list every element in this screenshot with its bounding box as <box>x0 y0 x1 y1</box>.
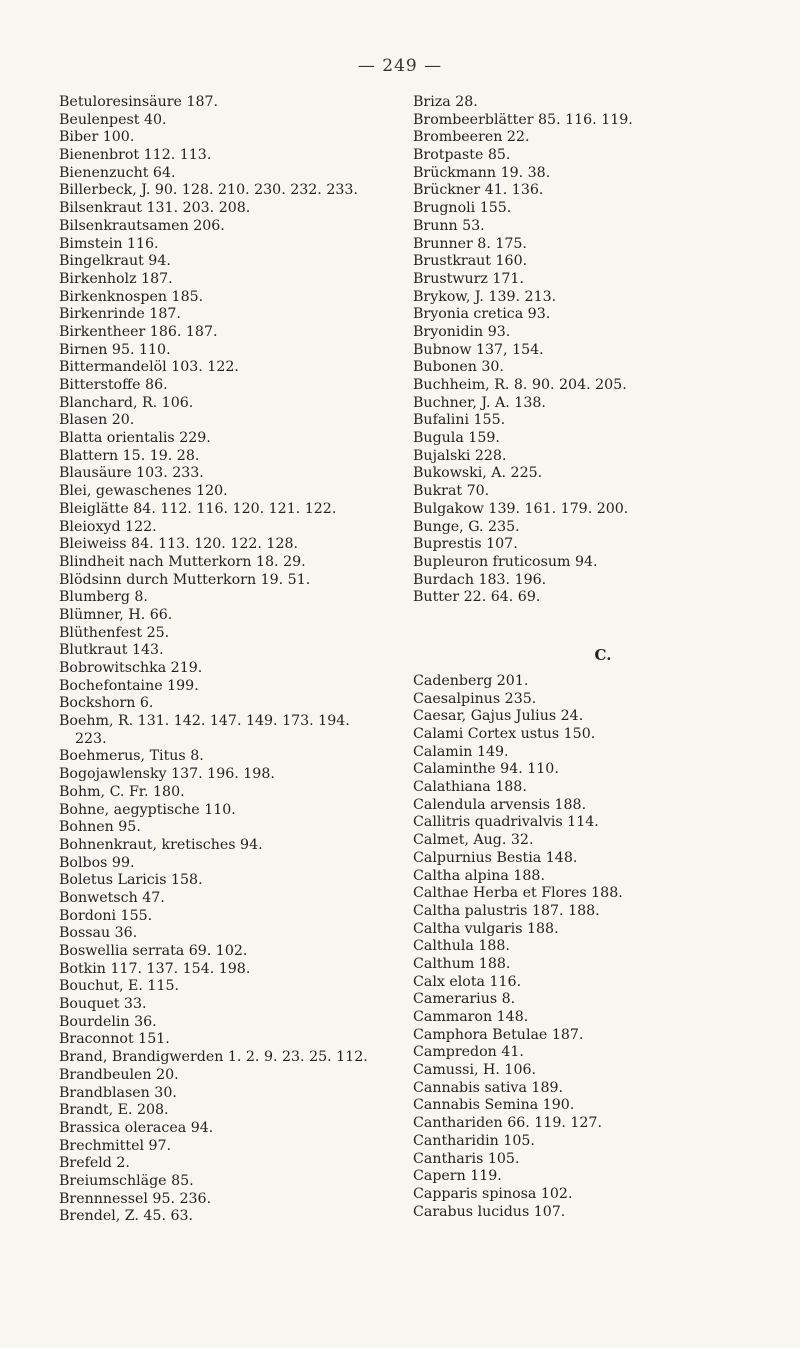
index-entry: Boletus Laricis 158. <box>59 872 203 889</box>
index-entry: Brombeerblätter 85. 116. 119. <box>413 111 633 128</box>
index-entry: Caltha vulgaris 188. <box>413 920 559 937</box>
section-heading-c: C. <box>594 645 612 664</box>
index-entry: Brückner 41. 136. <box>413 182 544 199</box>
index-entry: Brustwurz 171. <box>413 270 524 287</box>
index-entry: Bouquet 33. <box>59 996 147 1013</box>
index-entry: Bilsenkraut 131. 203. 208. <box>59 200 251 217</box>
index-entry: Calendula arvensis 188. <box>413 796 587 813</box>
index-entry: Braconnot 151. <box>59 1031 170 1048</box>
index-entry: Bienenbrot 112. 113. <box>59 147 212 164</box>
index-entry: Bugula 159. <box>413 430 500 447</box>
index-entry: Brugnoli 155. <box>413 200 512 217</box>
index-entry: Bochefontaine 199. <box>59 677 199 694</box>
index-entry: Brunner 8. 175. <box>413 235 527 252</box>
index-entry: Bohnenkraut, kretisches 94. <box>59 836 263 853</box>
index-entry: Buprestis 107. <box>413 536 518 553</box>
index-entry: Breiumschläge 85. <box>59 1172 194 1189</box>
index-entry: Calthum 188. <box>413 955 511 972</box>
index-entry: Brückmann 19. 38. <box>413 164 551 181</box>
index-entry: Calaminthe 94. 110. <box>413 761 559 778</box>
index-entry: Bingelkraut 94. <box>59 253 171 270</box>
index-entry: Brefeld 2. <box>59 1155 130 1172</box>
index-entry: Bleiglätte 84. 112. 116. 120. 121. 122. <box>59 500 337 517</box>
index-entry: Bourdelin 36. <box>59 1013 157 1030</box>
index-entry: Blei, gewaschenes 120. <box>59 483 228 500</box>
index-column-right <box>413 94 793 1221</box>
index-entry: Calmet, Aug. 32. <box>413 832 534 849</box>
index-entry: Capparis spinosa 102. <box>413 1185 573 1202</box>
index-entry: Callitris quadrivalvis 114. <box>413 814 599 831</box>
index-entry: Bufalini 155. <box>413 412 506 429</box>
index-entry: Calamin 149. <box>413 743 509 760</box>
index-entry: Blümner, H. 66. <box>59 606 173 623</box>
page-number: — 249 — <box>357 56 443 76</box>
index-entry: Calthula 188. <box>413 938 510 955</box>
index-entry: Brandt, E. 208. <box>59 1102 169 1119</box>
index-entry: Bitterstoffe 86. <box>59 377 168 393</box>
index-entry: Blumberg 8. <box>59 589 148 606</box>
index-entry: Camerarius 8. <box>413 991 516 1008</box>
index-entry: Brechmittel 97. <box>59 1137 172 1154</box>
index-entry: Blanchard, R. 106. <box>59 394 194 411</box>
index-entry: Caltha alpina 188. <box>413 867 545 884</box>
index-entry: Bukowski, A. 225. <box>413 465 543 482</box>
index-column-left <box>59 94 404 1226</box>
index-entry: Caesalpinus 235. <box>413 690 537 707</box>
index-entry: Bordoni 155. <box>59 907 153 924</box>
index-entry: Bimstein 116. <box>59 235 159 252</box>
index-entry: Briza 28. <box>413 94 478 110</box>
index-entry: Bogojawlensky 137. 196. 198. <box>59 766 275 783</box>
index-entry: Buchner, J. A. 138. <box>413 394 546 411</box>
index-entry: Birkenrinde 187. <box>59 306 181 323</box>
index-entry: Bupleuron fruticosum 94. <box>413 553 598 570</box>
index-entry: Burdach 183. 196. <box>413 571 547 588</box>
index-entry: Caesar, Gajus Julius 24. <box>413 708 584 725</box>
index-entry: Calthae Herba et Flores 188. <box>413 885 623 902</box>
index-entry: Bonwetsch 47. <box>59 889 165 906</box>
index-entry: Brennnessel 95. 236. <box>59 1190 212 1207</box>
index-entry: Bukrat 70. <box>413 483 490 500</box>
index-entry: Birkentheer 186. 187. <box>59 323 218 340</box>
index-entry: Cantharis 105. <box>413 1150 520 1167</box>
index-entry: Bleiweiss 84. 113. 120. 122. 128. <box>59 536 299 553</box>
index-entry: Brombeeren 22. <box>413 129 530 146</box>
index-entry: Boehmerus, Titus 8. <box>59 748 204 765</box>
index-entry: Bulgakow 139. 161. 179. 200. <box>413 500 629 517</box>
index-entry: Calpurnius Bestia 148. <box>413 849 578 866</box>
index-entry: Canthariden 66. 119. 127. <box>413 1115 602 1132</box>
index-section-c <box>413 673 793 1221</box>
index-entry: Brandbeulen 20. <box>59 1066 179 1083</box>
index-entry: Beulenpest 40. <box>59 111 167 128</box>
index-entry: Buchheim, R. 8. 90. 204. 205. <box>413 377 627 393</box>
index-entry: Birkenknospen 185. <box>59 288 204 305</box>
index-entry: Butter 22. 64. 69. <box>413 589 541 606</box>
index-entry: Bubnow 137, 154. <box>413 341 544 358</box>
index-entry: Bolbos 99. <box>59 854 135 871</box>
index-entry: Brunn 53. <box>413 217 485 234</box>
index-entry: Bobrowitschka 219. <box>59 660 203 676</box>
index-entry: Brendel, Z. 45. 63. <box>59 1208 194 1225</box>
index-entry: Birkenholz 187. <box>59 270 173 287</box>
index-entry: Bockshorn 6. <box>59 695 154 712</box>
index-entry: Birnen 95. 110. <box>59 341 171 358</box>
index-entry: Bossau 36. <box>59 925 138 942</box>
index-entry: Carabus lucidus 107. <box>413 1203 566 1220</box>
index-entry: Bilsenkrautsamen 206. <box>59 217 225 234</box>
index-entry: Bohm, C. Fr. 180. <box>59 783 185 800</box>
index-entry: Blutkraut 143. <box>59 642 164 659</box>
index-entry: Caltha palustris 187. 188. <box>413 902 600 919</box>
index-entry: Blattern 15. 19. 28. <box>59 447 200 464</box>
index-entry: Bryonia cretica 93. <box>413 306 551 323</box>
index-entry: Bohnen 95. <box>59 819 141 836</box>
index-entry: Boehm, R. 131. 142. 147. 149. 173. 194. <box>59 713 350 730</box>
index-entry: Bouchut, E. 115. <box>59 978 180 995</box>
index-entry: Billerbeck, J. 90. 128. 210. 230. 232. 233. <box>59 182 358 199</box>
index-entry: Brustkraut 160. <box>413 253 528 270</box>
index-entry: Boswellia serrata 69. 102. <box>59 943 248 959</box>
index-entry: Brandblasen 30. <box>59 1084 177 1101</box>
index-entry: Camphora Betulae 187. <box>413 1026 584 1043</box>
index-entry: Calami Cortex ustus 150. <box>413 726 596 742</box>
index-entry: Blindheit nach Mutterkorn 18. 29. <box>59 553 306 570</box>
index-entry: Betuloresinsäure 187. <box>59 94 219 110</box>
index-entry: Blödsinn durch Mutterkorn 19. 51. <box>59 571 311 588</box>
index-entry: Campredon 41. <box>413 1044 524 1061</box>
index-entry: Cammaron 148. <box>413 1009 529 1025</box>
index-entry: Brotpaste 85. <box>413 147 511 164</box>
index-entry: Calx elota 116. <box>413 973 522 990</box>
index-entry: Blüthenfest 25. <box>59 624 170 641</box>
index-entry: Blasen 20. <box>59 412 135 429</box>
index-entry: Blatta orientalis 229. <box>59 430 211 447</box>
index-entry: Bunge, G. 235. <box>413 518 520 535</box>
index-entry: Bleioxyd 122. <box>59 518 157 535</box>
index-entry: Bryonidin 93. <box>413 323 511 340</box>
index-entry: Bienenzucht 64. <box>59 164 176 181</box>
index-entry: Brand, Brandigwerden 1. 2. 9. 23. 25. 112. <box>59 1049 368 1066</box>
index-entry: Cannabis Semina 190. <box>413 1097 575 1114</box>
index-entry: Bohne, aegyptische 110. <box>59 801 236 818</box>
index-entry: Brykow, J. 139. 213. <box>413 288 557 305</box>
index-entry: Capern 119. <box>413 1168 502 1185</box>
index-entry: Camussi, H. 106. <box>413 1062 537 1079</box>
index-entry: 223. <box>75 730 107 747</box>
index-entry: Calathiana 188. <box>413 779 527 796</box>
index-entry: Blausäure 103. 233. <box>59 465 204 482</box>
index-entry: Biber 100. <box>59 129 135 146</box>
index-entry: Cantharidin 105. <box>413 1132 535 1149</box>
index-entry: Bujalski 228. <box>413 447 507 464</box>
index-entry: Bittermandelöl 103. 122. <box>59 359 239 376</box>
index-section-b-continued <box>413 94 793 607</box>
index-entry: Bubonen 30. <box>413 359 504 376</box>
index-entry: Brassica oleracea 94. <box>59 1119 214 1136</box>
index-entry: Cadenberg 201. <box>413 672 529 689</box>
index-entry: Botkin 117. 137. 154. 198. <box>59 960 251 977</box>
index-entry: Cannabis sativa 189. <box>413 1079 564 1096</box>
